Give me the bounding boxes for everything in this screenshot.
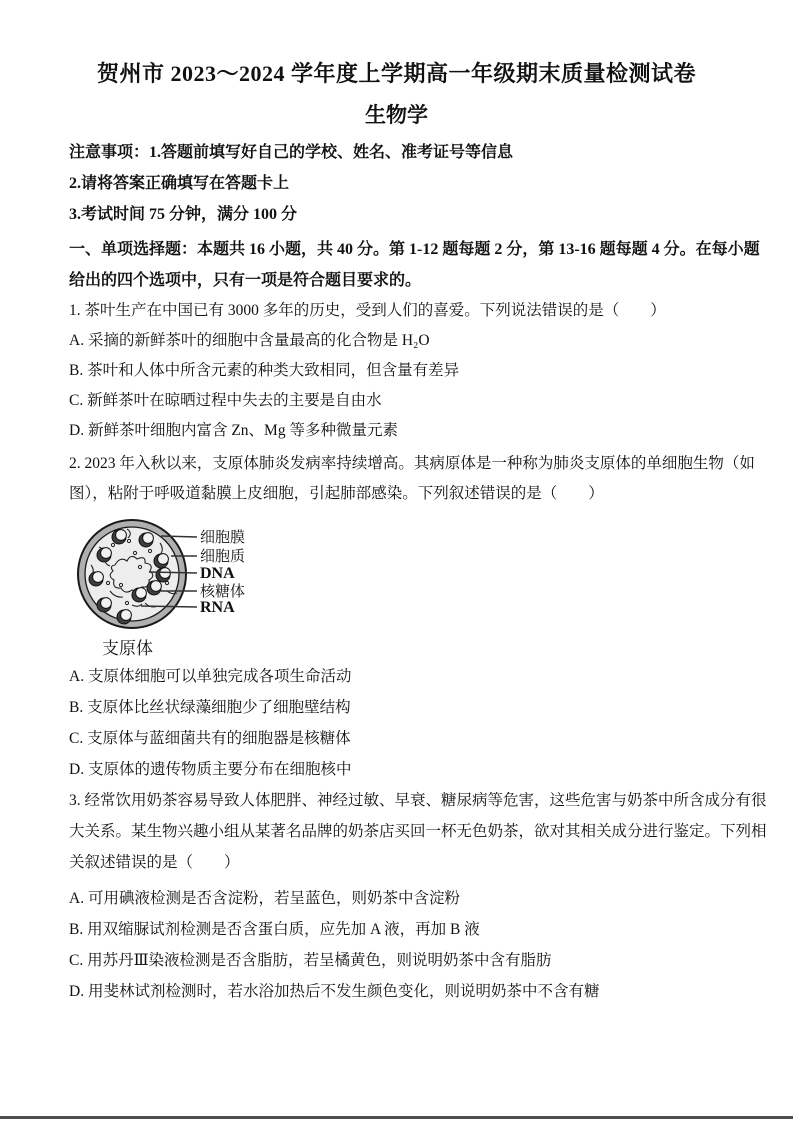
question-2-stem: 2. 2023 年入秋以来，支原体肺炎发病率持续增高。其病原体是一种称为肺炎支原体的单细胞生物（如图），粘附于呼吸道黏膜上皮细胞，引起肺部感染。下列叙述错误的是（ ）	[69, 455, 755, 502]
exam-title: 贺州市 2023～2024 学年度上学期高一年级期末质量检测试卷	[96, 61, 696, 86]
notice-line-3: 3.考试时间 75 分钟，满分 100 分	[69, 206, 298, 223]
question-1-stem: 1. 茶叶生产在中国已有 3000 多年的历史，受到人们的喜爱。下列说法错误的是（ ）	[69, 302, 666, 319]
question-1-option-d: D. 新鲜茶叶细胞内富含 Zn、Mg 等多种微量元素	[69, 422, 398, 439]
label-ribosome: 核糖体	[200, 584, 246, 600]
question-2-option-d: D. 支原体的遗传物质主要分布在细胞核中	[69, 761, 352, 778]
page-bottom-border	[0, 1116, 793, 1119]
figure-caption: 支原体	[102, 639, 153, 658]
pointer-line-cell-membrane	[161, 536, 197, 537]
notice-line-1: 注意事项：1.答题前填写好自己的学校、姓名、准考证号等信息	[69, 144, 514, 161]
question-3-stem: 3. 经常饮用奶茶容易导致人体肥胖、神经过敏、早衰、糖尿病等危害，这些危害与奶茶中所含成分有很大关系。某生物兴趣小组从某著名品牌的奶茶店买回一杯无色奶茶，欲对其相关成分进行鉴定。下列相关叙述错误的是（ ）	[69, 792, 767, 871]
question-3-option-d: D. 用斐林试剂检测时，若水浴加热后不发生颜色变化，则说明奶茶中不含有糖	[69, 983, 600, 1000]
mycoplasma-cell-drawing	[77, 513, 297, 661]
question-3-option-a: A. 可用碘液检测是否含淀粉，若呈蓝色，则奶茶中含淀粉	[69, 890, 460, 907]
pointer-line-rna	[141, 606, 197, 607]
section-heading: 一、单项选择题：本题共 16 小题，共 40 分。第 1-12 题每题 2 分，第 13-16 题每题 4 分。在每小题给出的四个选项中，只有一项是符合题目要求的。	[69, 241, 760, 289]
question-1-option-b: B. 茶叶和人体中所含元素的种类大致相同，但含量有差异	[69, 362, 460, 379]
label-cell-membrane: 细胞膜	[200, 530, 246, 546]
label-dna: DNA	[200, 565, 235, 582]
question-2-option-c: C. 支原体与蓝细菌共有的细胞器是核糖体	[69, 730, 351, 747]
question-2-option-a: A. 支原体细胞可以单独完成各项生命活动	[69, 668, 352, 685]
question-3-option-b: B. 用双缩脲试剂检测是否含蛋白质，应先加 A 液，再加 B 液	[69, 921, 480, 938]
question-1-option-c: C. 新鲜茶叶在晾晒过程中失去的主要是自由水	[69, 392, 382, 409]
question-3-option-c: C. 用苏丹Ⅲ染液检测是否含脂肪，若呈橘黄色，则说明奶茶中含有脂肪	[69, 952, 552, 969]
mycoplasma-figure	[77, 513, 297, 661]
pointer-line-dna	[149, 572, 197, 573]
question-2-option-b: B. 支原体比丝状绿藻细胞少了细胞壁结构	[69, 699, 351, 716]
label-rna: RNA	[200, 599, 235, 616]
notice-line-2: 2.请将答案正确填写在答题卡上	[69, 175, 290, 192]
question-1-option-a: A. 采摘的新鲜茶叶的细胞中含量最高的化合物是 H₂O	[69, 332, 430, 349]
exam-subject: 生物学	[365, 103, 428, 127]
label-cytoplasm: 细胞质	[200, 549, 246, 565]
